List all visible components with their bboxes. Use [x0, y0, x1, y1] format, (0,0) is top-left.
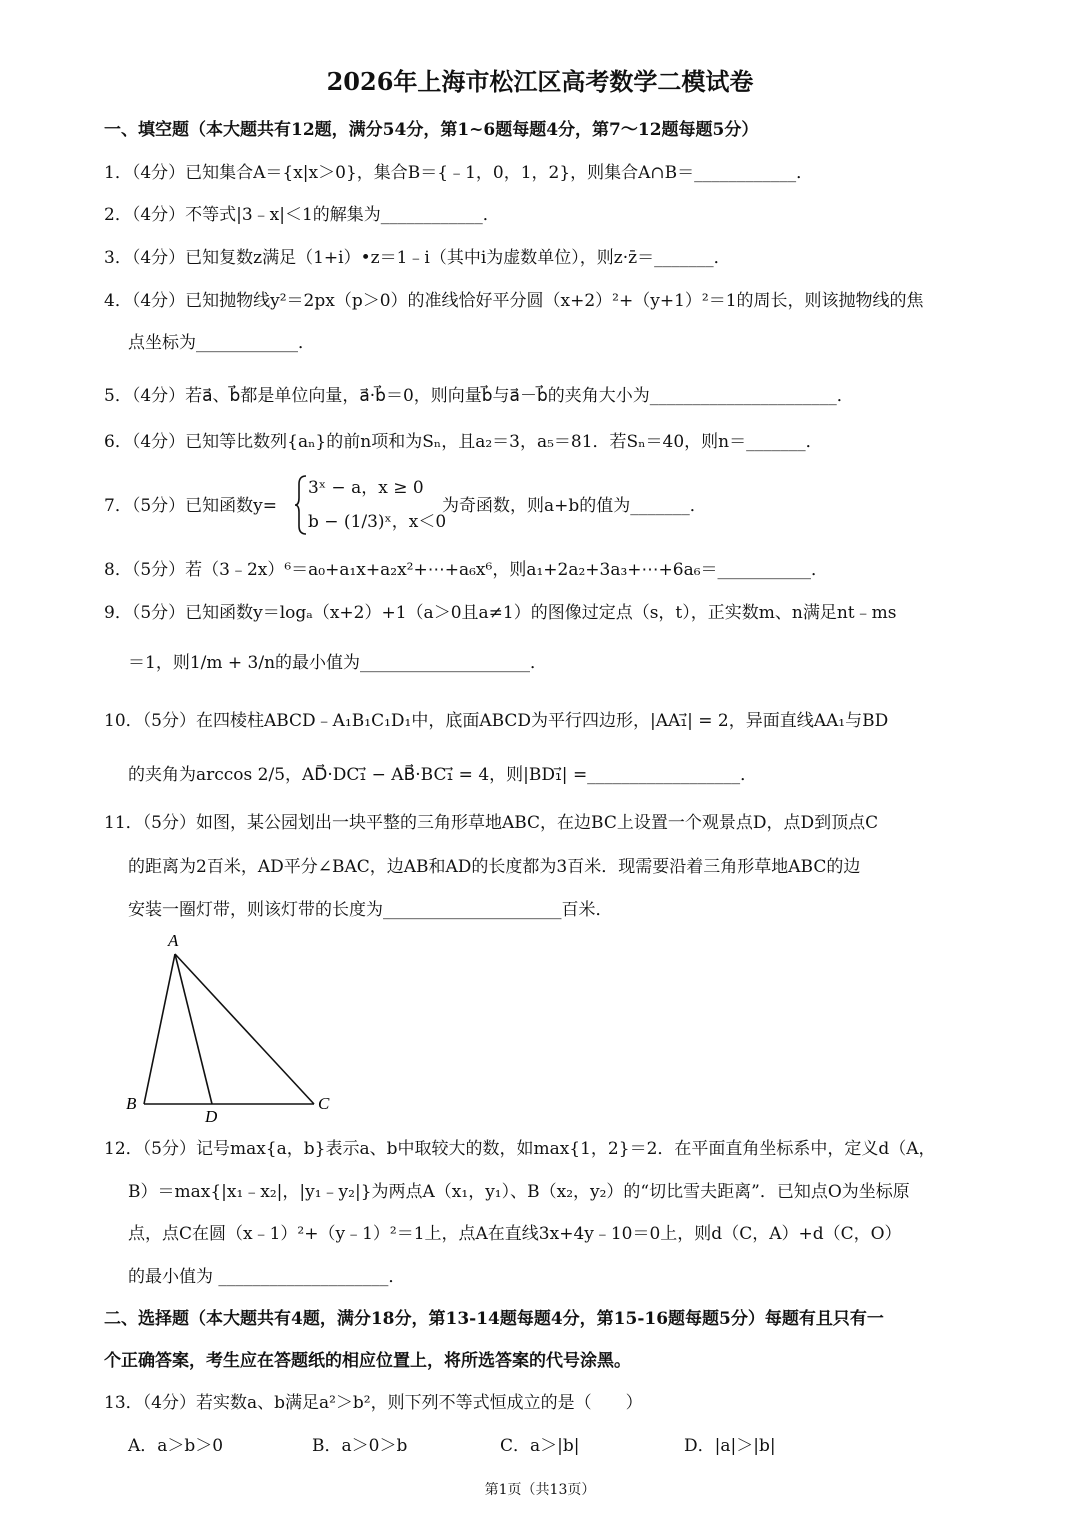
- question-7-case-2: b − (1/3)ˣ，x＜0: [308, 512, 447, 532]
- question-7-case-1: 3ˣ − a，x ≥ 0: [308, 478, 424, 498]
- page-footer: 第1页（共13页）: [484, 1482, 596, 1498]
- question-12-line-2: B）＝max{|x₁﹣x₂|，|y₁﹣y₂|}为两点A（x₁，y₁）、B（x₂，y₂）的“切比雪夫距离”．已知点O为坐标原: [128, 1182, 910, 1202]
- question-7-prefix: 7．（5分）已知函数y=: [104, 496, 277, 516]
- label-a: A: [168, 931, 179, 950]
- side-ac: [175, 954, 314, 1104]
- question-12-line-4: 的最小值为 ____________________．: [128, 1267, 406, 1287]
- question-7-suffix: 为奇函数，则a+b的值为_______．: [442, 496, 707, 516]
- section-2-heading-line-2: 个正确答案，考生应在答题纸的相应位置上，将所选答案的代号涂黑。: [104, 1351, 631, 1371]
- question-2: 2．（4分）不等式|3﹣x|＜1的解集为____________．: [104, 205, 500, 225]
- page-title: 2026年上海市松江区高考数学二模试卷: [326, 67, 754, 96]
- question-10-line-2: 的夹角为arccos 2/5，AD⃗·DC₁⃗ − AB⃗·BC₁⃗ = 4，则|BD₁⃗| =__________________．: [128, 765, 758, 785]
- question-6: 6．（4分）已知等比数列{aₙ}的前n项和为Sₙ，且a₂＝3，a₅＝81．若Sₙ＝40，则n＝_______．: [104, 432, 823, 452]
- segment-ad: [175, 954, 212, 1104]
- question-12-line-3: 点，点C在圆（x﹣1）²+（y﹣1）²＝1上，点A在直线3x+4y﹣10＝0上，则d（C，A）+d（C，O）: [128, 1224, 902, 1244]
- section-2-heading-line-1: 二、选择题（本大题共有4题，满分18分，第13-14题每题4分，第15-16题每题5分）每题有且只有一: [104, 1309, 884, 1329]
- q13-option-c: C．a＞|b|: [500, 1436, 580, 1456]
- question-11-line-2: 的距离为2百米，AD平分∠BAC，边AB和AD的长度都为3百米．现需要沿着三角形草地ABC的边: [128, 857, 861, 877]
- question-1: 1．（4分）已知集合A＝{x|x＞0}，集合B＝{﹣1，0，1，2}，则集合A∩B＝____________．: [104, 163, 814, 183]
- label-c: C: [318, 1094, 330, 1113]
- label-b: B: [126, 1094, 137, 1113]
- question-11-line-1: 11．（5分）如图，某公园划出一块平整的三角形草地ABC，在边BC上设置一个观景点D，点D到顶点C: [104, 813, 879, 833]
- question-12-line-1: 12．（5分）记号max{a，b}表示a、b中取较大的数，如max{1，2}＝2．在平面直角坐标系中，定义d（A，: [104, 1139, 936, 1159]
- section-1-heading: 一、填空题（本大题共有12题，满分54分，第1~6题每题4分，第7～12题每题5分）: [104, 120, 759, 140]
- question-9-line-2: ＝1，则1/m + 3/n的最小值为____________________．: [128, 653, 548, 673]
- question-3: 3．（4分）已知复数z满足（1+i）•z＝1﹣i（其中i为虚数单位），则z·z̄＝_______．: [104, 248, 731, 268]
- left-brace-icon: [294, 474, 308, 536]
- question-8: 8．（5分）若（3﹣2x）⁶＝a₀+a₁x+a₂x²+⋯+a₆x⁶，则a₁+2a₂+3a₃+⋯+6a₆＝___________．: [104, 560, 829, 580]
- side-ab: [144, 954, 175, 1104]
- question-11-line-3: 安装一圈灯带，则该灯带的长度为_____________________百米．: [128, 900, 613, 920]
- triangle-figure: [118, 926, 338, 1126]
- q13-option-b: B．a＞0＞b: [312, 1436, 408, 1456]
- question-9-line-1: 9．（5分）已知函数y＝logₐ（x+2）+1（a＞0且a≠1）的图像过定点（s，t），正实数m、n满足nt﹣ms: [104, 603, 897, 623]
- question-4-line-2: 点坐标为____________．: [128, 333, 315, 353]
- question-4-line-1: 4．（4分）已知抛物线y²＝2px（p＞0）的准线恰好平分圆（x+2）²+（y+1）²＝1的周长，则该抛物线的焦: [104, 291, 924, 311]
- question-5: 5．（4分）若a⃗、b⃗都是单位向量，a⃗·b⃗＝0，则向量b⃗与a⃗－b⃗的夹角大小为______________________．: [104, 386, 854, 406]
- question-13: 13．（4分）若实数a、b满足a²＞b²，则下列不等式恒成立的是（ ）: [104, 1393, 643, 1413]
- question-10-line-1: 10．（5分）在四棱柱ABCD﹣A₁B₁C₁D₁中，底面ABCD为平行四边形，|AA₁⃗| = 2，异面直线AA₁与BD: [104, 711, 889, 731]
- q13-option-d: D．|a|＞|b|: [684, 1436, 776, 1456]
- label-d: D: [205, 1107, 218, 1126]
- q13-option-a: A．a＞b＞0: [128, 1436, 224, 1456]
